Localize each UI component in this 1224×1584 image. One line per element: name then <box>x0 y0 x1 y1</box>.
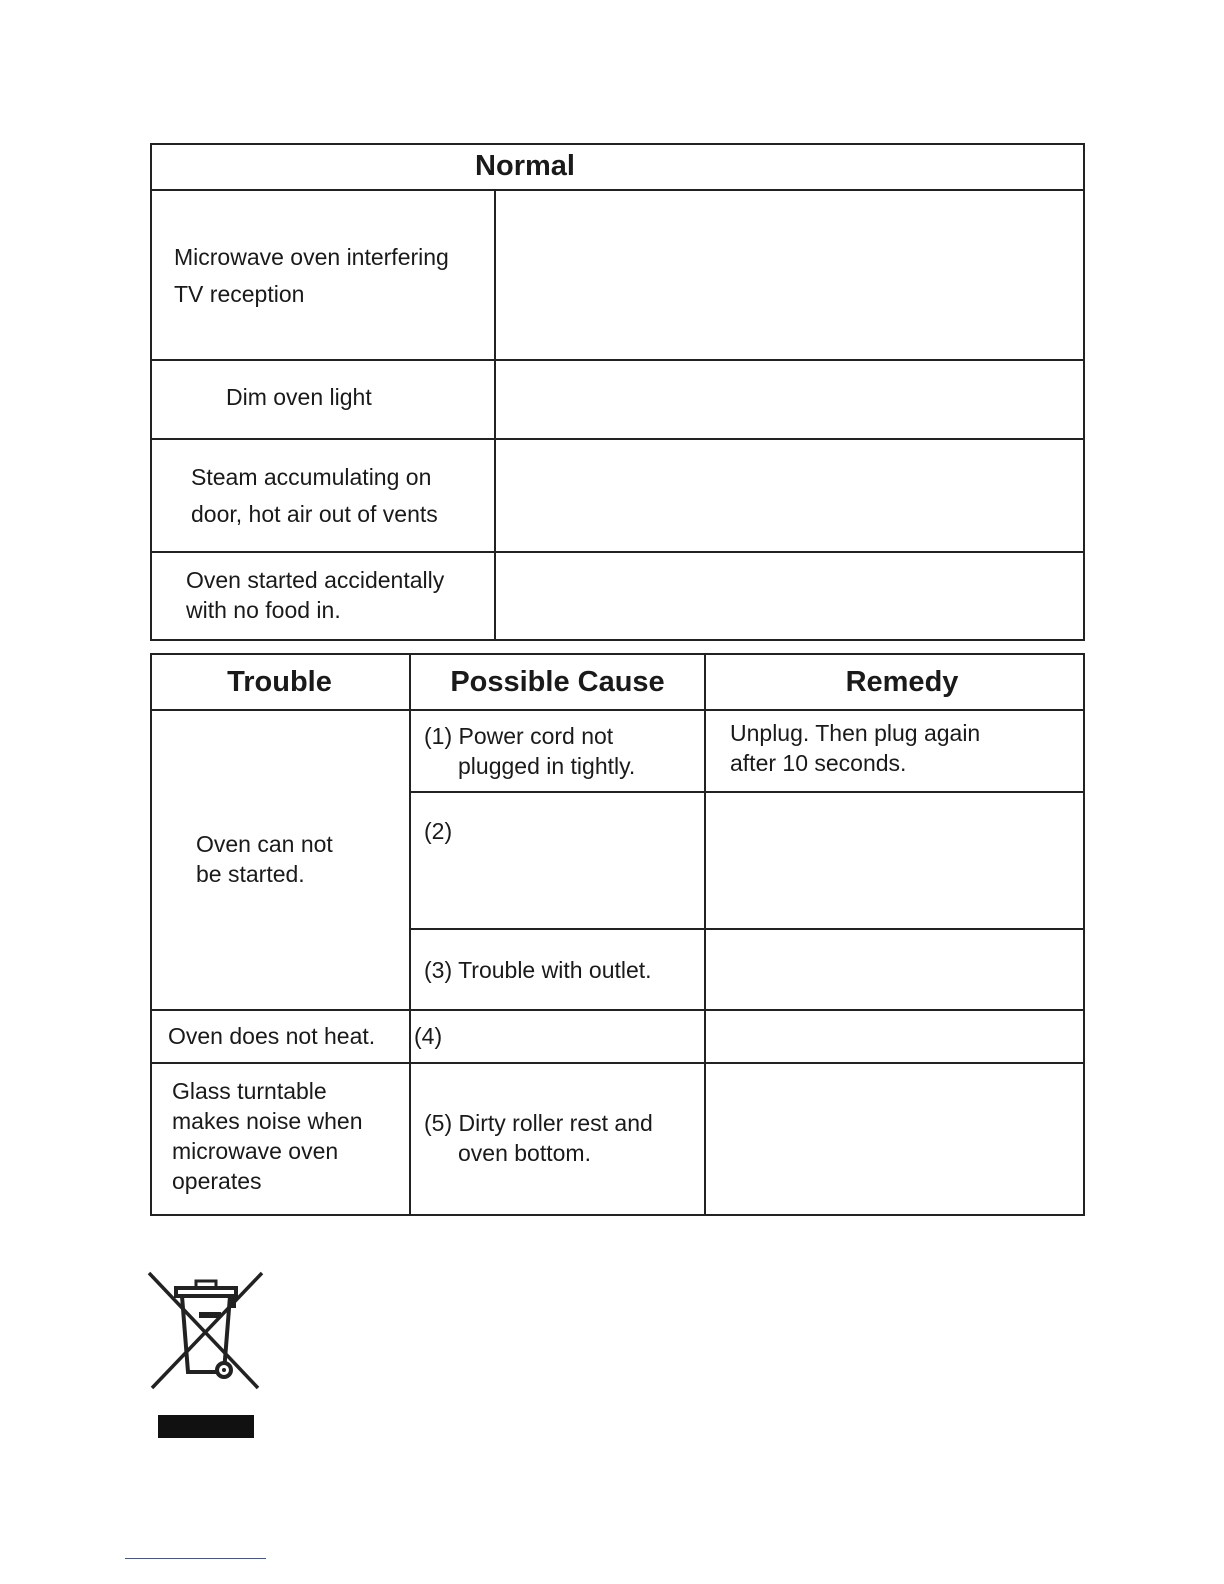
cause-cell: (5) Dirty roller rest and oven bottom. <box>424 1110 653 1166</box>
normal-table-header: Normal <box>475 150 575 182</box>
normal-symptom: Oven started accidentally with no food in. <box>186 567 445 623</box>
trouble-row-divider <box>150 1062 1085 1064</box>
normal-symptom: Dim oven light <box>226 384 372 410</box>
trouble-cell: Oven can not be started. <box>196 831 333 887</box>
footer-link-line <box>125 1558 266 1559</box>
cause-cell: (1) Power cord not plugged in tightly. <box>424 723 636 779</box>
trouble-header: Trouble <box>227 666 332 698</box>
normal-column-divider <box>494 189 496 640</box>
cause-cell: (2) <box>424 818 453 844</box>
cause-cell: (3) Trouble with outlet. <box>424 957 652 983</box>
cause-row-divider <box>409 928 1085 930</box>
normal-symptom: Steam accumulating on door, hot air out of vents <box>191 464 438 527</box>
weee-bar <box>158 1415 254 1438</box>
trouble-cell: Glass turntable makes noise when microwave oven operates <box>172 1078 363 1194</box>
crossed-out-wheelie-bin-icon <box>144 1268 268 1392</box>
trouble-header-divider <box>150 709 1085 711</box>
normal-row-divider <box>150 438 1085 440</box>
trouble-column-divider <box>409 653 411 1216</box>
remedy-header: Remedy <box>845 666 959 698</box>
remedy-cell: Unplug. Then plug again after 10 seconds. <box>730 720 981 776</box>
cause-header: Possible Cause <box>450 666 665 698</box>
trouble-cell: Oven does not heat. <box>168 1023 376 1049</box>
cause-row-divider <box>409 791 1085 793</box>
cause-cell: (4) <box>414 1023 443 1049</box>
normal-row-divider <box>150 551 1085 553</box>
normal-row-divider <box>150 359 1085 361</box>
trouble-row-divider <box>150 1009 1085 1011</box>
cause-column-divider <box>704 653 706 1216</box>
normal-header-divider <box>150 189 1085 191</box>
normal-symptom: Microwave oven interfering TV reception <box>174 244 449 307</box>
